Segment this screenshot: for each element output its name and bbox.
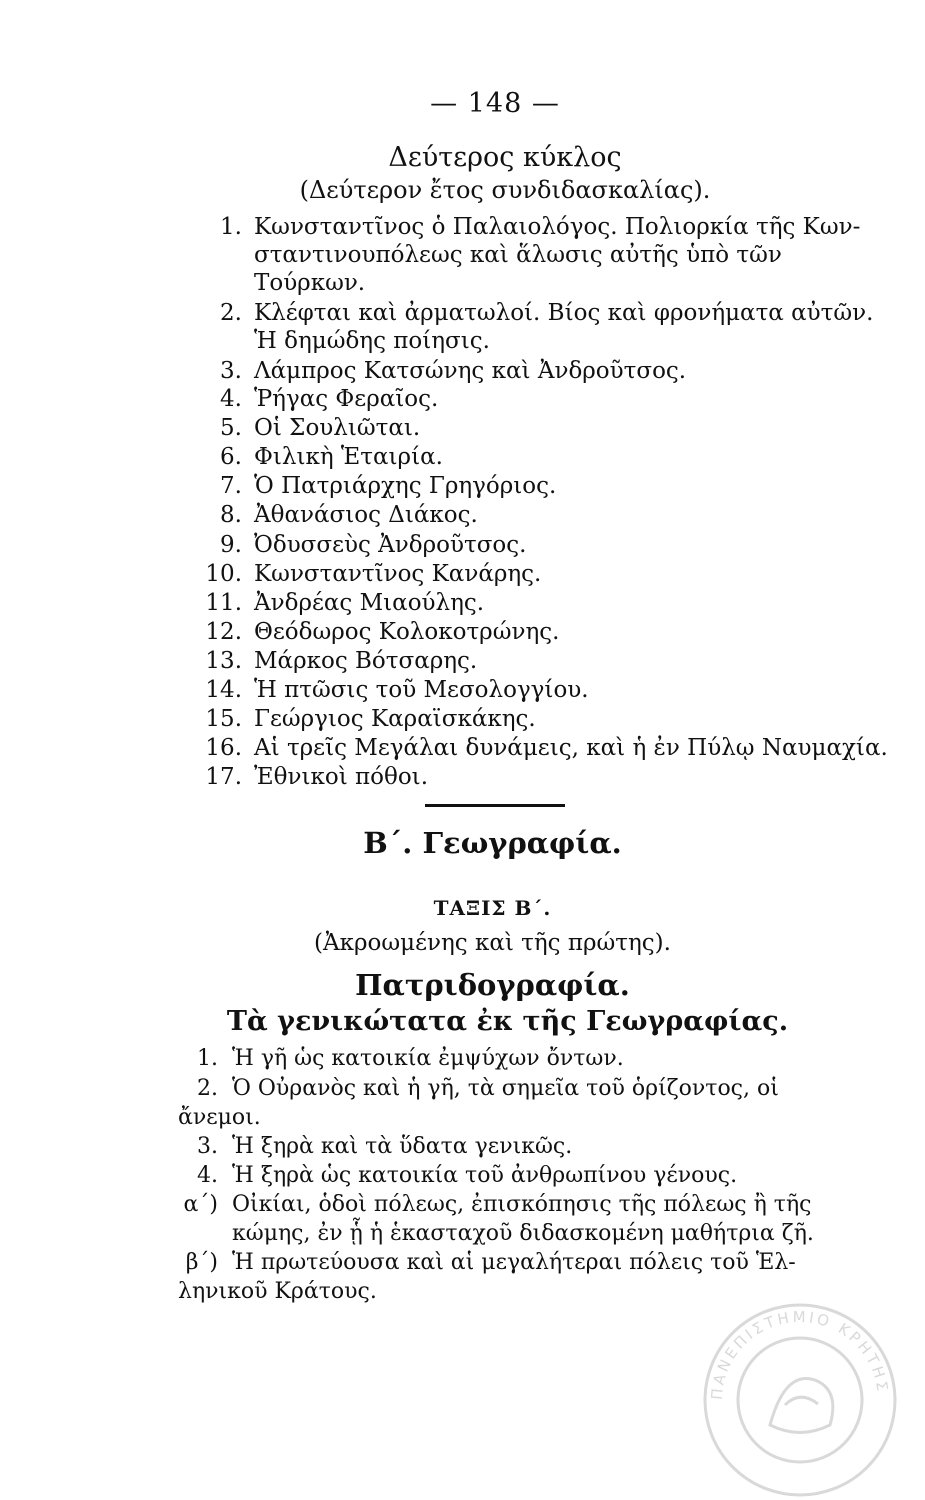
item-number: 14. (205, 677, 242, 703)
list-item-continuation: Τούρκων. (254, 270, 366, 296)
item-number: 6. (220, 444, 242, 470)
list-item (190, 442, 443, 472)
library-stamp (700, 1300, 900, 1500)
list-item (190, 646, 477, 676)
item-text: Ἐθνικοὶ πόθοι. (254, 764, 429, 790)
item-text: Ὁ Πατριάρχης Γρηγόριος. (254, 473, 557, 499)
item-text: Λάμπρος Κατσώνης καὶ Ἀνδροῦτσος. (254, 358, 687, 384)
item-text: Ὁ Οὐρανὸς καὶ ἡ γῆ, τὰ σημεῖα τοῦ ὁρίζοντος, οἱ (232, 1076, 779, 1101)
item-text: Ἡ ξηρὰ ὡς κατοικία τοῦ ἀνθρωπίνου γένους. (232, 1163, 738, 1188)
item-text: Ἀνδρέας Μιαούλης. (254, 590, 485, 616)
item-number: 2. (197, 1076, 218, 1101)
item-text: Ἡ πτῶσις τοῦ Μεσολογγίου. (254, 677, 589, 703)
item-text: Μάρκος Βότσαρης. (254, 648, 478, 674)
item-text: Κωνσταντῖνος Κανάρης. (254, 561, 542, 587)
list-item (190, 298, 873, 328)
item-number: 10. (205, 561, 242, 587)
item-number: 12. (205, 619, 242, 645)
item-text: Γεώργιος Καραϊσκάκης. (254, 706, 536, 732)
list-item (190, 500, 478, 530)
item-number: 13. (205, 648, 242, 674)
list-item (178, 1161, 737, 1191)
item-text: Οἰκίαι, ὁδοὶ πόλεως, ἐπισκόπησις τῆς πόλεως ἢ τῆς (232, 1192, 812, 1217)
list-item (190, 762, 428, 792)
item-number: α΄) (183, 1192, 218, 1217)
item-number: 11. (205, 590, 242, 616)
item-number: β΄) (185, 1250, 218, 1275)
list-item (178, 1248, 796, 1278)
section-title: Τὰ γενικώτατα ἐκ τῆς Γεωγραφίας. (226, 1006, 789, 1037)
item-text: Ἡ ξηρὰ καὶ τὰ ὕδατα γενικῶς. (232, 1134, 573, 1159)
stamp-emblem (770, 1378, 833, 1432)
stamp-text: ΠΑΝΕΠΙΣΤΗΜΙΟ ΚΡΗΤΗΣ (707, 1307, 892, 1401)
list-item-continuation: Ἡ δημώδης ποίησις. (254, 328, 490, 354)
list-item (190, 212, 860, 242)
list-item (178, 1132, 572, 1162)
geography-title: Β΄. Γεωγραφία. (363, 826, 622, 860)
list-item (190, 704, 536, 734)
list-item (190, 675, 589, 705)
list-item (178, 1074, 779, 1104)
page-number: — 148 — (430, 88, 560, 119)
list-item (190, 588, 484, 618)
item-number: 17. (205, 764, 242, 790)
item-number: 15. (205, 706, 242, 732)
cycle-subtitle: (Δεύτερον ἔτος συνδιδασκαλίας). (299, 176, 711, 204)
class-subtitle: (Ἀκροωμένης καὶ τῆς πρώτης). (314, 930, 671, 956)
stamp-ring (705, 1305, 895, 1495)
item-text: Ἡ πρωτεύουσα καὶ αἱ μεγαλήτεραι πόλεις τοῦ Ἑλ- (232, 1250, 796, 1275)
item-number: 16. (205, 735, 242, 761)
list-item-continuation: ληνικοῦ Κράτους. (178, 1279, 377, 1304)
list-item (190, 384, 438, 414)
item-text: Θεόδωρος Κολοκοτρώνης. (254, 619, 560, 645)
item-number: 5. (220, 415, 242, 441)
item-number: 2. (220, 300, 242, 326)
list-item (190, 733, 888, 763)
list-item-continuation: ἄνεμοι. (178, 1105, 261, 1130)
item-number: 1. (220, 214, 242, 240)
list-item-continuation: κώμης, ἐν ᾗ ἡ ἑκασταχοῦ διδασκομένη μαθήτρια ζῆ. (232, 1221, 814, 1246)
item-number: 3. (220, 358, 242, 384)
svg-text:ΠΑΝΕΠΙΣΤΗΜΙΟ ΚΡΗΤΗΣ (708, 1308, 892, 1401)
list-item (190, 530, 526, 560)
class-label: ΤΑΞΙΣ Β΄. (433, 896, 552, 920)
item-number: 4. (220, 386, 242, 412)
list-item (178, 1044, 624, 1074)
item-text: Φιλικὴ Ἑταιρία. (254, 444, 443, 470)
item-number: 4. (197, 1163, 218, 1188)
item-text: Κλέφται καὶ ἀρματωλοί. Βίος καὶ φρονήματα αὐτῶν. (254, 300, 874, 326)
item-text: Ἡ γῆ ὡς κατοικία ἐμψύχων ὄντων. (232, 1046, 624, 1071)
list-item-continuation: σταντινουπόλεως καὶ ἅλωσις αὐτῆς ὑπὸ τῶν (254, 242, 782, 268)
item-text: Ἀθανάσιος Διάκος. (254, 502, 478, 528)
list-item (190, 471, 556, 501)
item-number: 1. (197, 1046, 218, 1071)
item-text: Ὀδυσσεὺς Ἀνδροῦτσος. (254, 532, 527, 558)
item-text: Οἱ Σουλιῶται. (254, 415, 421, 441)
item-number: 8. (220, 502, 242, 528)
section-divider (425, 804, 565, 807)
list-item (190, 356, 686, 386)
list-item (190, 617, 559, 647)
cycle-title: Δεύτερος κύκλος (388, 142, 622, 173)
item-text: Ῥήγας Φεραῖος. (254, 386, 439, 412)
list-item (178, 1190, 811, 1220)
subject-title: Πατριδογραφία. (355, 968, 630, 1002)
list-item (190, 413, 420, 443)
item-text: Κωνσταντῖνος ὁ Παλαιολόγος. Πολιορκία τῆς Κων- (254, 214, 861, 240)
list-item (190, 559, 541, 589)
item-number: 9. (220, 532, 242, 558)
item-number: 3. (197, 1134, 218, 1159)
item-text: Αἱ τρεῖς Μεγάλαι δυνάμεις, καὶ ἡ ἐν Πύλῳ Ναυμαχία. (254, 735, 888, 761)
item-number: 7. (220, 473, 242, 499)
